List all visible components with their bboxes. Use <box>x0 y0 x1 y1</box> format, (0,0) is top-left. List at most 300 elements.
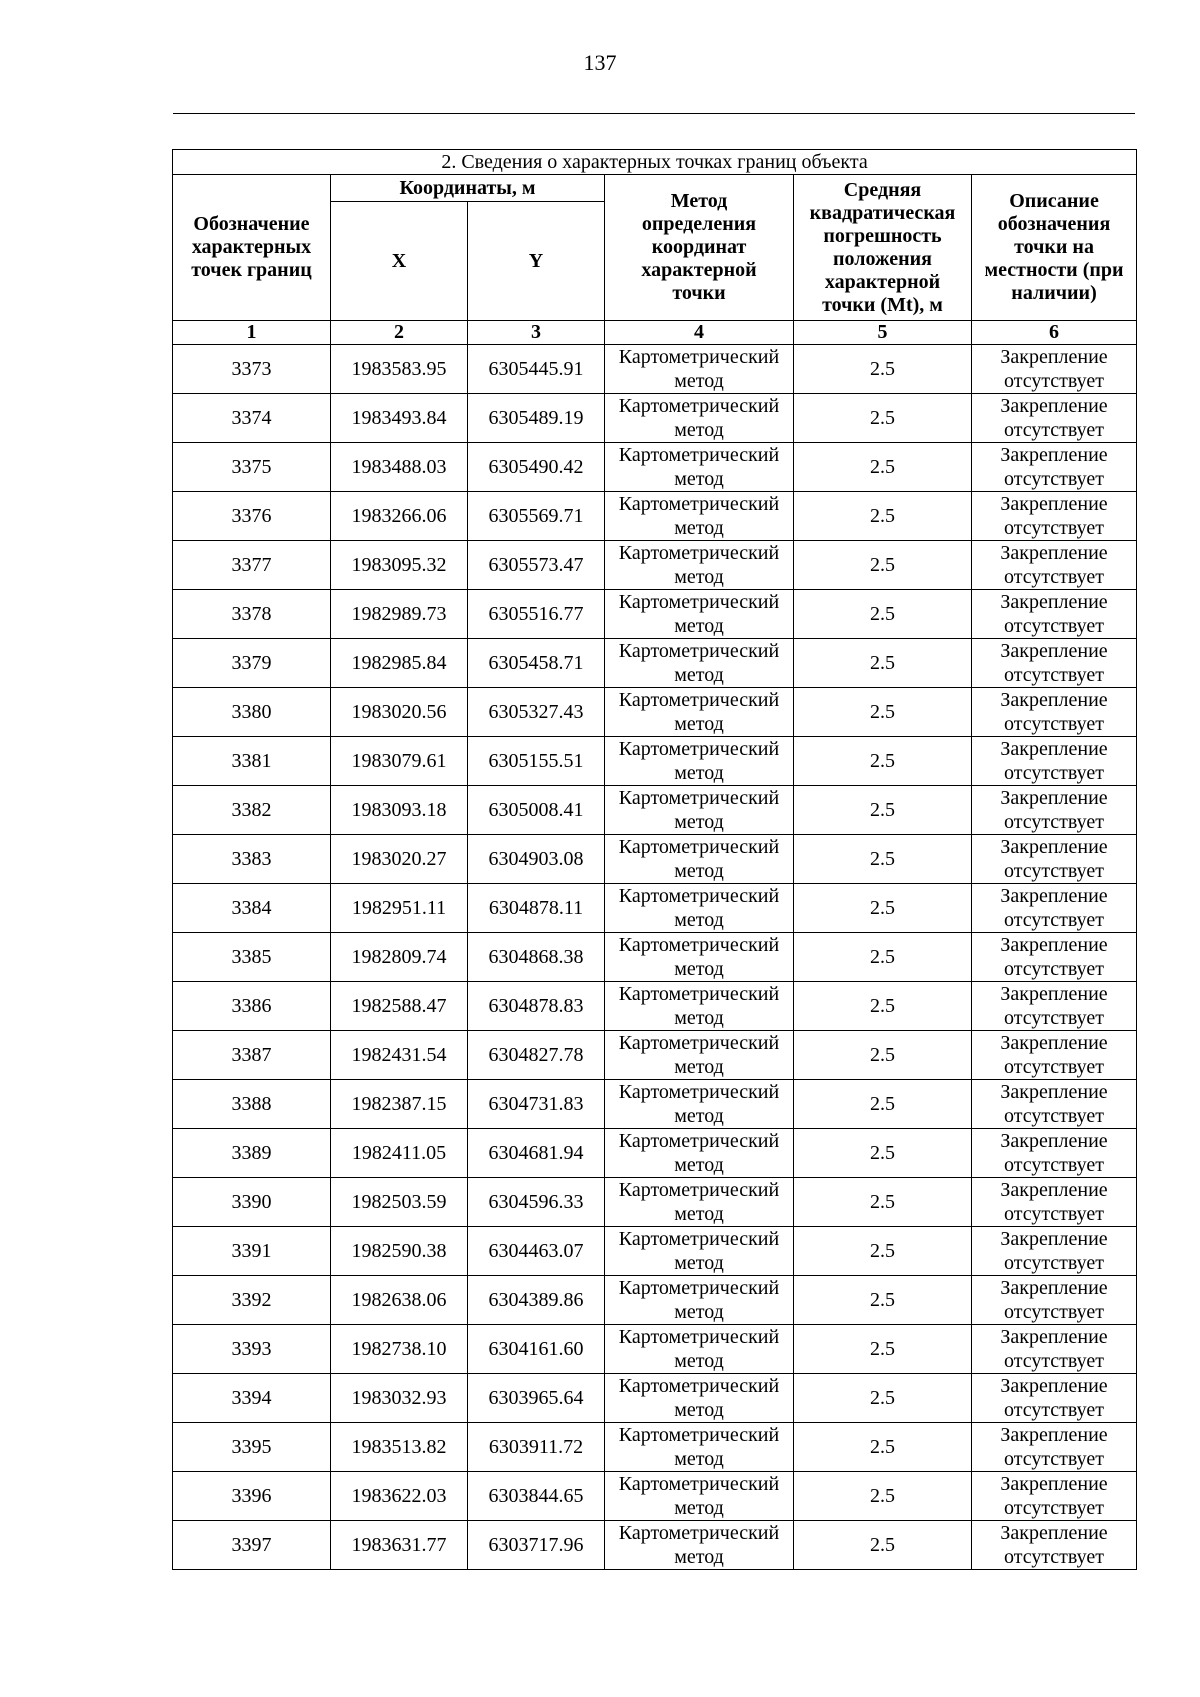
cell-y: 6304878.83 <box>468 982 605 1031</box>
cell-description-line: отсутствует <box>1003 1056 1105 1078</box>
cell-point: 3374 <box>173 394 331 443</box>
cell-description-line: Закрепление <box>1000 542 1108 564</box>
cell-mt: 2.5 <box>794 345 972 394</box>
cell-x: 1982503.59 <box>331 1178 468 1227</box>
cell-description-line: Закрепление <box>1000 1326 1108 1348</box>
cell-description-line: Закрепление <box>1000 395 1108 417</box>
cell-description-line: Закрепление <box>1000 885 1108 907</box>
table-row <box>173 1325 1137 1374</box>
cell-method <box>605 835 794 884</box>
cell-y: 6304868.38 <box>468 933 605 982</box>
table-row <box>173 394 1137 443</box>
cell-method-line: Картометрический <box>618 1277 780 1299</box>
cell-description-line: Закрепление <box>1000 738 1108 760</box>
cell-method <box>605 737 794 786</box>
cell-description <box>972 737 1137 786</box>
cell-method-line: метод <box>674 615 724 637</box>
cell-y: 6305569.71 <box>468 492 605 541</box>
cell-description-line: Закрепление <box>1000 1032 1108 1054</box>
cell-description <box>972 394 1137 443</box>
cell-method-line: метод <box>674 1056 724 1078</box>
column-number: 4 <box>605 321 794 345</box>
cell-x: 1983266.06 <box>331 492 468 541</box>
cell-method-line: Картометрический <box>618 591 780 613</box>
header-accuracy-line: точки (Mt), м <box>822 293 943 316</box>
header-method-line: характерной <box>641 259 757 281</box>
header-description <box>972 175 1137 321</box>
cell-description-line: отсутствует <box>1003 1546 1105 1568</box>
cell-x: 1983020.27 <box>331 835 468 884</box>
cell-method-line: метод <box>674 1497 724 1519</box>
cell-x: 1983020.56 <box>331 688 468 737</box>
cell-point: 3383 <box>173 835 331 884</box>
cell-x: 1983583.95 <box>331 345 468 394</box>
cell-description <box>972 1325 1137 1374</box>
cell-description-line: Закрепление <box>1000 1277 1108 1299</box>
cell-description <box>972 786 1137 835</box>
cell-method-line: метод <box>674 762 724 784</box>
cell-method <box>605 639 794 688</box>
cell-method-line: метод <box>674 1007 724 1029</box>
cell-x: 1982588.47 <box>331 982 468 1031</box>
cell-method-line: метод <box>674 419 724 441</box>
table-row <box>173 982 1137 1031</box>
cell-y: 6305155.51 <box>468 737 605 786</box>
cell-y: 6303717.96 <box>468 1521 605 1570</box>
cell-method <box>605 1031 794 1080</box>
cell-description <box>972 590 1137 639</box>
cell-method <box>605 541 794 590</box>
cell-method-line: Картометрический <box>618 1081 780 1103</box>
header-coordinates: Координаты, м <box>331 175 605 202</box>
cell-description-line: Закрепление <box>1000 983 1108 1005</box>
cell-method-line: метод <box>674 713 724 735</box>
cell-method-line: метод <box>674 370 724 392</box>
header-method-line: координат <box>651 236 747 258</box>
cell-description-line: Закрепление <box>1000 346 1108 368</box>
cell-description <box>972 1080 1137 1129</box>
cell-method-line: Картометрический <box>618 444 780 466</box>
table-row <box>173 835 1137 884</box>
cell-y: 6304463.07 <box>468 1227 605 1276</box>
cell-point: 3388 <box>173 1080 331 1129</box>
cell-description <box>972 835 1137 884</box>
cell-method-line: Картометрический <box>618 983 780 1005</box>
cell-mt: 2.5 <box>794 786 972 835</box>
cell-method-line: Картометрический <box>618 1522 780 1544</box>
cell-description-line: отсутствует <box>1003 860 1105 882</box>
cell-x: 1982985.84 <box>331 639 468 688</box>
cell-description-line: отсутствует <box>1003 664 1105 686</box>
header-description-line: Описание <box>1009 190 1099 212</box>
cell-method-line: метод <box>674 1105 724 1127</box>
cell-description-line: Закрепление <box>1000 1424 1108 1446</box>
cell-description <box>972 688 1137 737</box>
cell-mt: 2.5 <box>794 541 972 590</box>
header-accuracy-line: погрешность <box>823 224 942 247</box>
cell-description <box>972 639 1137 688</box>
header-point-designation <box>173 175 331 321</box>
cell-method-line: метод <box>674 958 724 980</box>
boundary-points-table <box>172 149 1137 1570</box>
cell-point: 3381 <box>173 737 331 786</box>
cell-mt: 2.5 <box>794 1276 972 1325</box>
cell-x: 1982431.54 <box>331 1031 468 1080</box>
cell-method-line: Картометрический <box>618 640 780 662</box>
cell-y: 6305490.42 <box>468 443 605 492</box>
cell-point: 3385 <box>173 933 331 982</box>
cell-point: 3393 <box>173 1325 331 1374</box>
cell-description-line: отсутствует <box>1003 370 1105 392</box>
cell-description-line: отсутствует <box>1003 958 1105 980</box>
cell-point: 3389 <box>173 1129 331 1178</box>
cell-description-line: отсутствует <box>1003 1105 1105 1127</box>
cell-point: 3397 <box>173 1521 331 1570</box>
cell-method-line: Картометрический <box>618 1228 780 1250</box>
cell-point: 3396 <box>173 1472 331 1521</box>
column-number: 6 <box>972 321 1137 345</box>
cell-method <box>605 1227 794 1276</box>
cell-x: 1983493.84 <box>331 394 468 443</box>
table-row <box>173 1178 1137 1227</box>
header-method-line: точки <box>672 282 726 304</box>
cell-description-line: отсутствует <box>1003 615 1105 637</box>
column-number: 5 <box>794 321 972 345</box>
cell-method <box>605 443 794 492</box>
cell-mt: 2.5 <box>794 1521 972 1570</box>
header-rule <box>173 113 1135 114</box>
column-number: 3 <box>468 321 605 345</box>
cell-description-line: Закрепление <box>1000 591 1108 613</box>
cell-method-line: метод <box>674 1301 724 1323</box>
header-point-designation-line: характерных <box>191 236 312 258</box>
table-row <box>173 1031 1137 1080</box>
table-row <box>173 1472 1137 1521</box>
cell-description-line: Закрепление <box>1000 1130 1108 1152</box>
cell-method-line: Картометрический <box>618 885 780 907</box>
cell-mt: 2.5 <box>794 1129 972 1178</box>
cell-mt: 2.5 <box>794 933 972 982</box>
cell-method-line: Картометрический <box>618 934 780 956</box>
cell-y: 6305327.43 <box>468 688 605 737</box>
cell-point: 3373 <box>173 345 331 394</box>
cell-description <box>972 1178 1137 1227</box>
cell-point: 3384 <box>173 884 331 933</box>
cell-method <box>605 1178 794 1227</box>
table-row <box>173 1521 1137 1570</box>
header-y: Y <box>468 202 605 321</box>
cell-method <box>605 786 794 835</box>
cell-description-line: Закрепление <box>1000 689 1108 711</box>
cell-mt: 2.5 <box>794 884 972 933</box>
cell-method <box>605 590 794 639</box>
column-number: 1 <box>173 321 331 345</box>
header-x: X <box>331 202 468 321</box>
cell-method <box>605 1521 794 1570</box>
cell-method-line: Картометрический <box>618 1473 780 1495</box>
cell-x: 1983513.82 <box>331 1423 468 1472</box>
column-number: 2 <box>331 321 468 345</box>
cell-description <box>972 982 1137 1031</box>
cell-y: 6303965.64 <box>468 1374 605 1423</box>
cell-point: 3394 <box>173 1374 331 1423</box>
cell-point: 3387 <box>173 1031 331 1080</box>
cell-mt: 2.5 <box>794 1423 972 1472</box>
cell-method-line: Картометрический <box>618 1326 780 1348</box>
cell-description-line: Закрепление <box>1000 1081 1108 1103</box>
table-row <box>173 1423 1137 1472</box>
cell-description-line: отсутствует <box>1003 713 1105 735</box>
cell-description-line: отсутствует <box>1003 1448 1105 1470</box>
cell-method <box>605 1472 794 1521</box>
cell-y: 6303911.72 <box>468 1423 605 1472</box>
cell-method-line: Картометрический <box>618 1424 780 1446</box>
cell-method <box>605 492 794 541</box>
cell-description-line: отсутствует <box>1003 1252 1105 1274</box>
cell-mt: 2.5 <box>794 443 972 492</box>
cell-y: 6305573.47 <box>468 541 605 590</box>
cell-point: 3390 <box>173 1178 331 1227</box>
cell-description-line: Закрепление <box>1000 934 1108 956</box>
header-description-line: точки на <box>1014 236 1094 258</box>
cell-y: 6305458.71 <box>468 639 605 688</box>
table-row <box>173 541 1137 590</box>
cell-mt: 2.5 <box>794 1325 972 1374</box>
cell-method-line: Картометрический <box>618 493 780 515</box>
cell-method-line: метод <box>674 664 724 686</box>
cell-y: 6304827.78 <box>468 1031 605 1080</box>
cell-y: 6304596.33 <box>468 1178 605 1227</box>
cell-point: 3380 <box>173 688 331 737</box>
cell-description-line: Закрепление <box>1000 1228 1108 1250</box>
cell-method-line: метод <box>674 1546 724 1568</box>
cell-mt: 2.5 <box>794 835 972 884</box>
cell-point: 3395 <box>173 1423 331 1472</box>
cell-mt: 2.5 <box>794 1178 972 1227</box>
header-description-line: наличии) <box>1011 282 1097 304</box>
table-row <box>173 590 1137 639</box>
cell-description-line: отсутствует <box>1003 1497 1105 1519</box>
cell-mt: 2.5 <box>794 982 972 1031</box>
cell-method <box>605 982 794 1031</box>
cell-mt: 2.5 <box>794 688 972 737</box>
cell-mt: 2.5 <box>794 1374 972 1423</box>
cell-x: 1983631.77 <box>331 1521 468 1570</box>
table-row <box>173 345 1137 394</box>
cell-description-line: Закрепление <box>1000 493 1108 515</box>
header-point-designation-line: точек границ <box>191 259 312 281</box>
cell-description-line: отсутствует <box>1003 1203 1105 1225</box>
cell-mt: 2.5 <box>794 1472 972 1521</box>
cell-point: 3377 <box>173 541 331 590</box>
cell-mt: 2.5 <box>794 394 972 443</box>
cell-method <box>605 1276 794 1325</box>
cell-method-line: метод <box>674 1203 724 1225</box>
table-row <box>173 786 1137 835</box>
cell-y: 6304389.86 <box>468 1276 605 1325</box>
cell-mt: 2.5 <box>794 737 972 786</box>
header-point-designation-line: Обозначение <box>193 213 310 235</box>
cell-description <box>972 1374 1137 1423</box>
cell-method-line: метод <box>674 1252 724 1274</box>
cell-description-line: отсутствует <box>1003 811 1105 833</box>
cell-point: 3392 <box>173 1276 331 1325</box>
cell-method <box>605 1423 794 1472</box>
cell-x: 1982590.38 <box>331 1227 468 1276</box>
cell-x: 1983488.03 <box>331 443 468 492</box>
cell-point: 3382 <box>173 786 331 835</box>
cell-description-line: отсутствует <box>1003 517 1105 539</box>
cell-y: 6304878.11 <box>468 884 605 933</box>
cell-method <box>605 1374 794 1423</box>
cell-description-line: Закрепление <box>1000 836 1108 858</box>
cell-method-line: Картометрический <box>618 787 780 809</box>
cell-method-line: Картометрический <box>618 689 780 711</box>
cell-point: 3379 <box>173 639 331 688</box>
cell-method-line: Картометрический <box>618 542 780 564</box>
cell-x: 1982738.10 <box>331 1325 468 1374</box>
page-number: 137 <box>583 50 617 75</box>
cell-mt: 2.5 <box>794 492 972 541</box>
cell-x: 1983032.93 <box>331 1374 468 1423</box>
table-row <box>173 884 1137 933</box>
cell-method <box>605 1325 794 1374</box>
table-row <box>173 1129 1137 1178</box>
cell-method-line: метод <box>674 1448 724 1470</box>
cell-description-line: Закрепление <box>1000 787 1108 809</box>
cell-method <box>605 933 794 982</box>
header-accuracy-line: квадратическая <box>809 201 956 224</box>
cell-description-line: Закрепление <box>1000 1522 1108 1544</box>
cell-method <box>605 394 794 443</box>
cell-x: 1983095.32 <box>331 541 468 590</box>
header-accuracy <box>794 175 972 321</box>
header-method <box>605 175 794 321</box>
table-row <box>173 688 1137 737</box>
table-row <box>173 639 1137 688</box>
cell-y: 6304161.60 <box>468 1325 605 1374</box>
cell-method <box>605 1129 794 1178</box>
table-row <box>173 737 1137 786</box>
cell-description-line: отсутствует <box>1003 1350 1105 1372</box>
cell-x: 1982638.06 <box>331 1276 468 1325</box>
cell-x: 1982411.05 <box>331 1129 468 1178</box>
cell-description-line: отсутствует <box>1003 1154 1105 1176</box>
cell-x: 1982951.11 <box>331 884 468 933</box>
cell-method-line: метод <box>674 860 724 882</box>
cell-mt: 2.5 <box>794 639 972 688</box>
table-row <box>173 1080 1137 1129</box>
cell-method-line: метод <box>674 1399 724 1421</box>
cell-method-line: Картометрический <box>618 738 780 760</box>
cell-method-line: метод <box>674 811 724 833</box>
cell-y: 6305445.91 <box>468 345 605 394</box>
cell-description <box>972 443 1137 492</box>
cell-description <box>972 1031 1137 1080</box>
header-accuracy-line: положения <box>833 247 932 270</box>
header-accuracy-line: характерной <box>824 270 941 293</box>
table-row <box>173 443 1137 492</box>
cell-y: 6304681.94 <box>468 1129 605 1178</box>
header-method-line: определения <box>641 213 757 235</box>
cell-point: 3375 <box>173 443 331 492</box>
cell-point: 3391 <box>173 1227 331 1276</box>
cell-description-line: отсутствует <box>1003 1301 1105 1323</box>
cell-method <box>605 688 794 737</box>
cell-description <box>972 1423 1137 1472</box>
cell-description <box>972 1521 1137 1570</box>
cell-y: 6305516.77 <box>468 590 605 639</box>
cell-description-line: отсутствует <box>1003 468 1105 490</box>
cell-y: 6304731.83 <box>468 1080 605 1129</box>
cell-mt: 2.5 <box>794 1227 972 1276</box>
cell-method <box>605 1080 794 1129</box>
cell-method-line: метод <box>674 566 724 588</box>
table-body <box>173 345 1137 1570</box>
cell-description <box>972 541 1137 590</box>
cell-method-line: Картометрический <box>618 836 780 858</box>
cell-description-line: Закрепление <box>1000 444 1108 466</box>
table-row <box>173 1374 1137 1423</box>
table-row <box>173 933 1137 982</box>
cell-description-line: отсутствует <box>1003 1399 1105 1421</box>
header-accuracy-line: Средняя <box>843 178 922 201</box>
cell-method-line: Картометрический <box>618 1179 780 1201</box>
cell-x: 1982989.73 <box>331 590 468 639</box>
table-row <box>173 1276 1137 1325</box>
cell-method-line: Картометрический <box>618 1032 780 1054</box>
table-row <box>173 492 1137 541</box>
cell-mt: 2.5 <box>794 590 972 639</box>
cell-x: 1983079.61 <box>331 737 468 786</box>
cell-description-line: Закрепление <box>1000 1473 1108 1495</box>
cell-x: 1982387.15 <box>331 1080 468 1129</box>
cell-x: 1983093.18 <box>331 786 468 835</box>
cell-x: 1982809.74 <box>331 933 468 982</box>
cell-description <box>972 1129 1137 1178</box>
table-caption: 2. Сведения о характерных точках границ объекта <box>173 150 1137 175</box>
cell-method-line: Картометрический <box>618 346 780 368</box>
cell-method-line: метод <box>674 1350 724 1372</box>
cell-method-line: метод <box>674 468 724 490</box>
cell-method <box>605 884 794 933</box>
cell-description-line: отсутствует <box>1003 762 1105 784</box>
cell-method-line: Картометрический <box>618 1130 780 1152</box>
cell-description <box>972 884 1137 933</box>
cell-description <box>972 1276 1137 1325</box>
cell-description <box>972 345 1137 394</box>
cell-point: 3378 <box>173 590 331 639</box>
cell-description-line: отсутствует <box>1003 909 1105 931</box>
table-row <box>173 1227 1137 1276</box>
cell-x: 1983622.03 <box>331 1472 468 1521</box>
cell-description <box>972 1227 1137 1276</box>
cell-description <box>972 933 1137 982</box>
cell-point: 3376 <box>173 492 331 541</box>
cell-method-line: Картометрический <box>618 1375 780 1397</box>
cell-method-line: метод <box>674 517 724 539</box>
cell-y: 6305489.19 <box>468 394 605 443</box>
cell-description-line: отсутствует <box>1003 566 1105 588</box>
cell-point: 3386 <box>173 982 331 1031</box>
cell-y: 6305008.41 <box>468 786 605 835</box>
cell-mt: 2.5 <box>794 1080 972 1129</box>
header-description-line: местности (при <box>984 259 1124 281</box>
cell-y: 6304903.08 <box>468 835 605 884</box>
cell-description-line: отсутствует <box>1003 419 1105 441</box>
cell-y: 6303844.65 <box>468 1472 605 1521</box>
header-method-line: Метод <box>670 190 728 212</box>
